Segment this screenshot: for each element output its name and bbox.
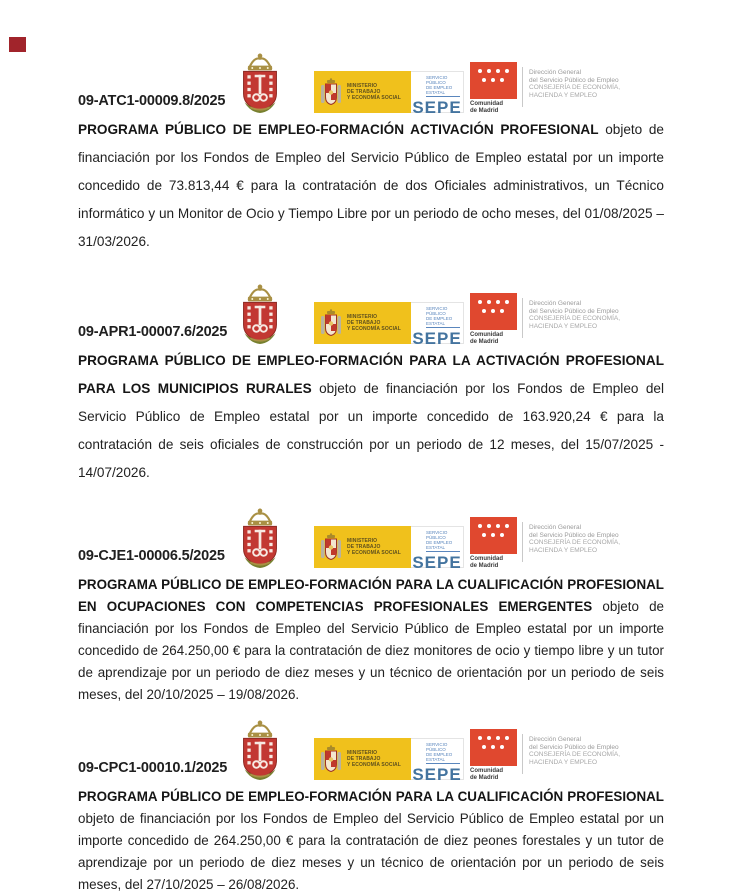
sepe-logo [411,526,464,572]
document-content [78,0,664,896]
program-paragraph [78,347,664,487]
dept-line: CONSEJERÍA DE ECONOMÍA, [529,84,621,91]
sepe-wordmark: SEPE [412,329,462,348]
madrid-caption-line: Comunidad [470,768,503,774]
sepe-logo [411,302,464,348]
madrid-caption-line: Comunidad [470,556,503,562]
comunidad-madrid-logo [470,517,620,569]
ministry-yellow-panel [314,526,411,568]
ministry-yellow-panel [314,302,411,344]
program-title: PROGRAMA PÚBLICO DE EMPLEO-FORMACIÓN PARA LA CUALIFICACIÓN PROFESIONAL [78,789,664,804]
ministry-name [347,314,401,332]
dept-line: HACIENDA Y EMPLEO [529,91,598,99]
ministry-name-line: MINISTERIO [347,83,378,89]
ministry-yellow-panel [314,738,411,780]
sepe-wordmark: SEPE [412,765,462,784]
ministry-name-line: Y ECONOMÍA SOCIAL [347,95,401,101]
program-body: objeto de financiación por los Fondos de Empleo del Servicio Público de Empleo estatal por un importe concedido de 163.920,24 € para la contratación de seis oficiales de construcción por un periodo de 12 meses, del 15/07/2025 - 14/07/2026. [78,381,664,480]
ministry-logo [314,526,464,572]
sepe-subtitle [426,742,460,764]
ministry-name-line: MINISTERIO [347,314,378,320]
program-title: PROGRAMA PÚBLICO DE EMPLEO-FORMACIÓN PARA LA CUALIFICACIÓN PROFESIONAL EN OCUPACIONES CON COMPETENCIAS PROFESIONALES EMERGENTES [78,577,664,614]
dept-line: Dirección General [529,524,582,531]
spain-coat-of-arms-icon [318,307,344,339]
program-paragraph [78,116,664,256]
expedient-code: 09-ATC1-00009.8/2025 [78,93,226,109]
madrid-department-text [529,62,620,99]
dept-line: CONSEJERÍA DE ECONOMÍA, [529,751,621,758]
sepe-subtitle [426,75,460,97]
spain-coat-of-arms-icon [318,743,344,775]
program-section-header [78,52,664,117]
sepe-logo [411,71,464,117]
ministry-name-line: DE TRABAJO [347,544,381,550]
ministry-name-line: Y ECONOMÍA SOCIAL [347,326,401,332]
madrid-department-text [529,517,620,554]
ministry-name-line: MINISTERIO [347,538,378,544]
madrid-caption [470,332,518,345]
madrid-caption [470,556,518,569]
program-section-header [78,719,664,784]
sepe-subtitle-line: SERVICIO PÚBLICO [426,530,448,540]
divider [522,67,523,107]
madrid-caption [470,768,518,781]
ministry-logo [314,302,464,348]
program-body: objeto de financiación por los Fondos de Empleo del Servicio Público de Empleo estatal por un importe concedido de 73.813,44 € para la contratación de dos Oficiales administrativos, un Técnico informático y un Monitor de Ocio y Tiempo Libre por un periodo de ocho meses, del 01/08/2025 – 31/03/2026. [78,122,664,249]
dept-line: del Servicio Público de Empleo [529,76,619,84]
madrid-caption-line: de Madrid [470,562,499,569]
ministry-name-line: DE TRABAJO [347,756,381,762]
comunidad-madrid-logo [470,729,620,781]
dept-line: HACIENDA Y EMPLEO [529,546,598,554]
dept-line: Dirección General [529,736,582,743]
madrid-flag-icon [470,293,517,330]
expedient-code: 09-CPC1-00010.1/2025 [78,760,228,776]
dept-line: del Servicio Público de Empleo [529,307,619,315]
dept-line: Dirección General [529,69,582,76]
spain-coat-of-arms-icon [318,531,344,563]
sepe-wordmark: SEPE [412,98,462,117]
program-body: objeto de financiación por los Fondos de Empleo del Servicio Público de Empleo estatal por un importe concedido de 264.250,00 € para la contratación de diez monitores de ocio y tiempo libre y un tutor de aprendizaje por un periodo de diez meses y un técnico de orientación por un periodo de seis meses, del 20/10/2025 – 19/08/2026. [78,599,664,702]
program-title: PROGRAMA PÚBLICO DE EMPLEO-FORMACIÓN PARA LA ACTIVACIÓN PROFESIONAL PARA LOS MUNICIPIOS RURALES [78,353,664,396]
comunidad-madrid-logo [470,62,620,114]
madrid-department-text [529,293,620,330]
municipal-coat-of-arms-icon [230,283,290,345]
madrid-flag-icon [470,729,517,766]
madrid-flag-icon [470,62,517,99]
expedient-code: 09-CJE1-00006.5/2025 [78,548,225,564]
municipal-coat-of-arms-icon [230,719,290,781]
sepe-subtitle-line: DE EMPLEO ESTATAL [426,316,453,326]
dept-line: del Servicio Público de Empleo [529,743,619,751]
sepe-subtitle [426,530,460,552]
madrid-caption-line: Comunidad [470,332,503,338]
expedient-code: 09-APR1-00007.6/2025 [78,324,228,340]
ministry-name [347,750,401,768]
dept-line: CONSEJERÍA DE ECONOMÍA, [529,315,621,322]
sepe-subtitle-line: DE EMPLEO ESTATAL [426,85,453,95]
ministry-name-line: MINISTERIO [347,750,378,756]
sepe-subtitle-line: DE EMPLEO ESTATAL [426,540,453,550]
sepe-subtitle-line: DE EMPLEO ESTATAL [426,752,453,762]
madrid-department-text [529,729,620,766]
ministry-name-line: Y ECONOMÍA SOCIAL [347,550,401,556]
spain-coat-of-arms-icon [318,76,344,108]
comunidad-madrid-logo [470,293,620,345]
ministry-yellow-panel [314,71,411,113]
ministry-name [347,83,401,101]
program-paragraph [78,786,664,896]
sepe-subtitle-line: SERVICIO PÚBLICO [426,75,448,85]
sepe-logo [411,738,464,784]
dept-line: del Servicio Público de Empleo [529,531,619,539]
madrid-caption-line: de Madrid [470,338,499,345]
ministry-logo [314,71,464,117]
program-title: PROGRAMA PÚBLICO DE EMPLEO-FORMACIÓN ACTIVACIÓN PROFESIONAL [78,122,599,137]
madrid-caption-line: Comunidad [470,101,503,107]
dept-line: HACIENDA Y EMPLEO [529,758,598,766]
municipal-coat-of-arms-icon [230,507,290,569]
sepe-subtitle [426,306,460,328]
ministry-name-line: Y ECONOMÍA SOCIAL [347,762,401,768]
ministry-name [347,538,401,556]
divider [522,298,523,338]
dept-line: HACIENDA Y EMPLEO [529,322,598,330]
ministry-logo [314,738,464,784]
madrid-caption-line: de Madrid [470,107,499,114]
dept-line: Dirección General [529,300,582,307]
divider [522,734,523,774]
ministry-name-line: DE TRABAJO [347,89,381,95]
dept-line: CONSEJERÍA DE ECONOMÍA, [529,539,621,546]
madrid-caption-line: de Madrid [470,774,499,781]
madrid-flag-icon [470,517,517,554]
sepe-subtitle-line: SERVICIO PÚBLICO [426,306,448,316]
sepe-subtitle-line: SERVICIO PÚBLICO [426,742,448,752]
sepe-wordmark: SEPE [412,553,462,572]
corner-stamp-mark [9,37,26,52]
program-section-header [78,507,664,572]
municipal-coat-of-arms-icon [230,52,290,114]
ministry-name-line: DE TRABAJO [347,320,381,326]
program-section-header [78,283,664,348]
madrid-caption [470,101,518,114]
program-body: objeto de financiación por los Fondos de Empleo del Servicio Público de Empleo estatal por un importe concedido de 264.250,00 € para la contratación de diez peones forestales y un tutor de aprendizaje por un periodo de diez meses y un técnico de orientación por un periodo de seis meses, del 27/10/2025 – 26/08/2026. [78,811,664,892]
program-paragraph [78,574,664,706]
divider [522,522,523,562]
